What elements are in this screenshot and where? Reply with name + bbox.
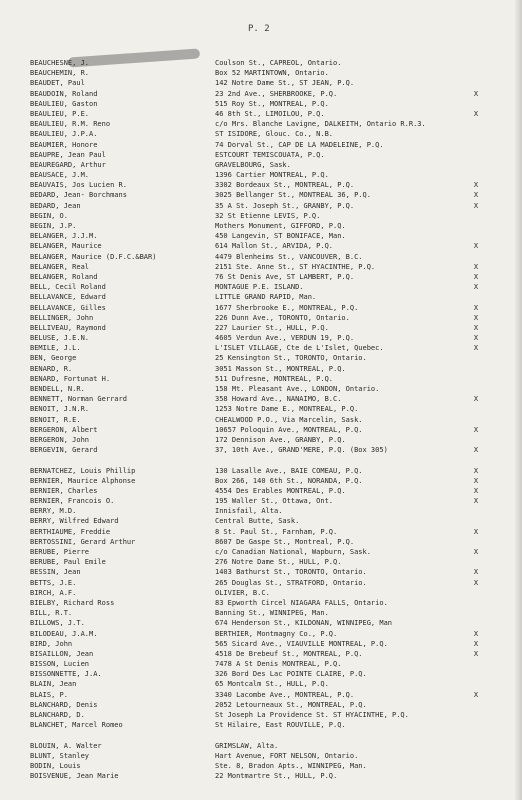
person-name: BODIN, Louis <box>30 761 81 770</box>
address: 3051 Masson St., MONTREAL, P.Q. <box>215 364 346 373</box>
list-row <box>0 476 522 486</box>
list-row <box>0 455 522 465</box>
person-name: BEAULIEU, J.P.A. <box>30 130 98 139</box>
address: Central Butte, Sask. <box>215 517 300 526</box>
person-name: BISSONNETTE, J.A. <box>30 670 102 679</box>
person-name: BLANCHET, Marcel Romeo <box>30 721 123 730</box>
list-row <box>0 364 522 374</box>
person-name: BELLAVANCE, Edward <box>30 293 106 302</box>
page-number: P. 2 <box>248 24 270 34</box>
check-mark: X <box>473 497 479 506</box>
person-name: BENNETT, Norman Gerrard <box>30 395 127 404</box>
person-name: BELANGER, J.J.M. <box>30 232 98 241</box>
person-name: BLANCHARD, D. <box>30 711 85 719</box>
address: 8607 De Gaspe St., Montreal, P.Q. <box>215 537 355 546</box>
person-name: BEAULIEU, P.E. <box>30 109 90 118</box>
address: 8 St. Paul St., Farnham, P.Q. <box>215 527 338 536</box>
list-row <box>0 710 522 720</box>
check-mark: X <box>473 649 479 658</box>
person-name: BEDARD, Jean- Borchmans <box>30 191 127 200</box>
address: LITTLE GRAND RAPID, Man. <box>215 293 317 302</box>
name-list <box>0 58 522 781</box>
list-row <box>0 190 522 200</box>
list-row <box>0 404 522 414</box>
address: 3340 Lacombe Ave., MONTREAL, P.Q. <box>215 690 355 699</box>
person-name: BENARD, R. <box>30 364 73 373</box>
address: 1677 Sherbrooke E., MONTREAL, P.Q. <box>215 303 359 312</box>
address: 227 Laurier St., HULL, P.Q. <box>215 323 329 332</box>
person-name: BERTOSSINI, Gerard Arthur <box>30 537 136 546</box>
address: St Joseph La Providence St. ST HYACINTHE, P.Q. <box>215 711 409 719</box>
list-row <box>0 353 522 363</box>
list-row <box>0 221 522 231</box>
address: 35 A St. Joseph St., GRANBY, P.Q. <box>215 201 355 210</box>
person-name: BENDELL, N.R. <box>30 385 85 393</box>
page-edge-shadow <box>514 0 522 800</box>
person-name: BLUNT, Stanley <box>30 751 90 760</box>
address: Mothers Monument, GIFFORD, P.Q. <box>215 222 346 230</box>
person-name: BERGERON, John <box>30 435 90 444</box>
list-row <box>0 333 522 343</box>
list-row <box>0 730 522 740</box>
address: Coulson St., CAPREOL, Ontario. <box>215 59 342 67</box>
list-row <box>0 394 522 404</box>
list-row <box>0 374 522 384</box>
check-mark: X <box>473 425 479 434</box>
address: 130 Lasalle Ave., BAIE COMEAU, P.Q. <box>215 466 363 475</box>
address: 10657 Poloquin Ave., MONTREAL, P.Q. <box>215 425 363 434</box>
person-name: BERTHIAUME, Freddie <box>30 527 111 536</box>
check-mark: X <box>473 629 479 638</box>
person-name: BENOIT, R.E. <box>30 415 81 424</box>
person-name: BEAULIEU, R.M. Reno <box>30 120 111 129</box>
list-row <box>0 180 522 190</box>
address: 25 Kensington St., TORONTO, Ontario. <box>215 354 367 363</box>
person-name: BIRD, John <box>30 639 73 648</box>
person-name: BEDARD, Jean <box>30 201 81 210</box>
person-name: BELLINGER, John <box>30 313 94 322</box>
list-row <box>0 68 522 78</box>
person-name: BLOUIN, A. Walter <box>30 741 102 750</box>
list-row <box>0 303 522 313</box>
list-row <box>0 659 522 669</box>
list-row <box>0 78 522 88</box>
check-mark: X <box>473 283 479 292</box>
person-name: BIELBY, Richard Ross <box>30 598 115 607</box>
person-name: BLAIN, Jean <box>30 680 77 689</box>
person-name: BILL, R.T. <box>30 609 73 618</box>
address: 22 Montmartre St., HULL, P.Q. <box>215 772 338 781</box>
address: BERTHIER, Montmagny Co., P.Q. <box>215 629 338 638</box>
person-name: BISAILLON, Jean <box>30 649 94 658</box>
list-row <box>0 679 522 689</box>
list-row <box>0 466 522 476</box>
check-mark: X <box>473 690 479 699</box>
list-row <box>0 109 522 119</box>
list-row <box>0 496 522 506</box>
check-mark: X <box>473 323 479 332</box>
person-name: BELLAVANCE, Gilles <box>30 303 106 312</box>
person-name: BEAUDOIN, Roland <box>30 89 98 98</box>
address: 1403 Bathurst St., TORONTO, Ontario. <box>215 568 367 577</box>
list-row <box>0 537 522 547</box>
person-name: BEGIN, J.P. <box>30 222 77 230</box>
list-row <box>0 761 522 771</box>
address: L'ISLET VILLAGE, Cte de L'Islet, Quebec. <box>215 344 384 353</box>
address: 4605 Verdun Ave., VERDUN 19, P.Q. <box>215 334 355 343</box>
check-mark: X <box>473 272 479 281</box>
check-mark: X <box>473 344 479 353</box>
person-name: BERNIER, Charles <box>30 486 98 495</box>
list-row <box>0 751 522 761</box>
address: 195 Waller St., Ottawa, Ont. <box>215 497 334 506</box>
list-row <box>0 262 522 272</box>
person-name: BIRCH, A.F. <box>30 588 77 597</box>
address: 2151 Ste. Anne St., ST HYACINTHE, P.Q. <box>215 262 376 271</box>
address: 37, 10th Ave., GRAND'MERE, P.Q. (Box 305) <box>215 446 388 455</box>
person-name: BEAUDET, Paul <box>30 79 85 88</box>
person-name: BERUBE, Pierre <box>30 548 90 556</box>
address: GRAVELBOURG, Sask. <box>215 160 291 169</box>
check-mark: X <box>473 89 479 98</box>
list-row <box>0 231 522 241</box>
address: 3302 Bordeaux St., MONTREAL, P.Q. <box>215 181 355 190</box>
check-mark: X <box>473 201 479 210</box>
address: 172 Dennison Ave., GRANBY, P.Q. <box>215 435 346 444</box>
person-name: BEAUCHESNE, J. <box>30 59 90 67</box>
list-row <box>0 211 522 221</box>
address: 515 Roy St., MONTREAL, P.Q. <box>215 99 329 108</box>
address: 46 8th St., LIMOILOU, P.Q. <box>215 109 325 118</box>
person-name: BEAUREGARD, Arthur <box>30 160 106 169</box>
check-mark: X <box>473 639 479 648</box>
list-row <box>0 629 522 639</box>
address: 674 Henderson St., KILDONAN, WINNIPEG, Man <box>215 619 393 628</box>
address: Box 52 MARTINTOWN, Ontario. <box>215 69 329 78</box>
person-name: BERNIER, Francois O. <box>30 497 115 506</box>
person-name: BELANGER, Maurice <box>30 242 102 251</box>
address: 511 Dufresne, MONTREAL, P.Q. <box>215 374 334 383</box>
list-row <box>0 252 522 262</box>
list-row <box>0 425 522 435</box>
list-row <box>0 282 522 292</box>
check-mark: X <box>473 395 479 404</box>
address: Hart Avenue, FORT NELSON, Ontario. <box>215 751 359 760</box>
list-row <box>0 170 522 180</box>
person-name: BELUSE, J.E.N. <box>30 334 90 343</box>
person-name: BLAIS, P. <box>30 690 68 699</box>
address: St Hilaire, East ROUVILLE, P.Q. <box>215 721 346 730</box>
list-row <box>0 741 522 751</box>
person-name: BEAUMIER, Honore <box>30 140 98 149</box>
person-name: BETTS, J.E. <box>30 578 77 587</box>
address: 450 Langevin, ST BONIFACE, Man. <box>215 232 346 241</box>
person-name: BELANGER, Real <box>30 262 90 271</box>
list-row <box>0 516 522 526</box>
list-row <box>0 567 522 577</box>
person-name: BEAUPRE, Jean Paul <box>30 150 106 159</box>
person-name: BERRY, Wilfred Edward <box>30 517 119 526</box>
person-name: BERGEVIN, Gerard <box>30 446 98 455</box>
person-name: BEGIN, O. <box>30 211 68 220</box>
list-row <box>0 313 522 323</box>
person-name: BILODEAU, J.A.M. <box>30 629 98 638</box>
list-row <box>0 99 522 109</box>
address: Ste. 8, Bradon Apts., WINNIPEG, Man. <box>215 761 367 770</box>
person-name: BOISVENUE, Jean Marie <box>30 772 119 781</box>
check-mark: X <box>473 466 479 475</box>
address: 65 Montcalm St., HULL, P.Q. <box>215 680 329 689</box>
address: 4554 Des Erables MONTREAL, P.Q. <box>215 486 346 495</box>
person-name: BEAUCHEMIN, R. <box>30 69 90 78</box>
address: 614 Mallon St., ARVIDA, P.Q. <box>215 242 334 251</box>
address: CHEALWOOD P.O., Via Marcelin, Sask. <box>215 415 363 424</box>
person-name: BENARD, Fortunat H. <box>30 374 111 383</box>
list-row <box>0 618 522 628</box>
address: MONTAGUE P.E. ISLAND. <box>215 283 304 292</box>
list-row <box>0 649 522 659</box>
address: 7478 A St Denis MONTREAL, P.Q. <box>215 660 342 669</box>
list-row <box>0 527 522 537</box>
address: 74 Dorval St., CAP DE LA MADELEINE, P.Q. <box>215 140 384 149</box>
list-row <box>0 557 522 567</box>
list-row <box>0 129 522 139</box>
list-row <box>0 241 522 251</box>
list-row <box>0 119 522 129</box>
person-name: BERUBE, Paul Emile <box>30 558 106 567</box>
list-row <box>0 323 522 333</box>
person-name: BLANCHARD, Denis <box>30 700 98 709</box>
address: 142 Notre Dame St., ST JEAN, P.Q. <box>215 79 355 88</box>
list-row <box>0 415 522 425</box>
person-name: BELLIVEAU, Raymond <box>30 323 106 332</box>
person-name: BEAULIEU, Gaston <box>30 99 98 108</box>
list-row <box>0 272 522 282</box>
person-name: BENOIT, J.N.R. <box>30 405 90 414</box>
address: OLIVIER, B.C. <box>215 588 270 597</box>
person-name: BEN, George <box>30 354 77 363</box>
address: 158 Mt. Pleasant Ave., LONDON, Ontario. <box>215 385 380 393</box>
address: 276 Notre Dame St., HULL, P.Q. <box>215 558 342 567</box>
person-name: BILLOWS, J.T. <box>30 619 85 628</box>
check-mark: X <box>473 109 479 118</box>
list-row <box>0 588 522 598</box>
check-mark: X <box>473 568 479 577</box>
list-row <box>0 384 522 394</box>
address: 1253 Notre Dame E., MONTREAL, P.Q. <box>215 405 359 414</box>
address: 76 St Denis Ave, ST LAMBERT, P.Q. <box>215 272 355 281</box>
list-row <box>0 58 522 68</box>
person-name: BERRY, M.D. <box>30 507 77 516</box>
person-name: BERGERON, Albert <box>30 425 98 434</box>
person-name: BEAUSACE, J.M. <box>30 171 90 180</box>
check-mark: X <box>473 181 479 190</box>
person-name: BESSIN, Jean <box>30 568 81 577</box>
address: 1396 Cartier MONTREAL, P.Q. <box>215 171 329 180</box>
check-mark: X <box>473 548 479 556</box>
list-row <box>0 201 522 211</box>
list-row <box>0 608 522 618</box>
list-row <box>0 720 522 730</box>
address: Innisfail, Alta. <box>215 507 283 516</box>
list-row <box>0 771 522 781</box>
address: ESTCOURT TEMISCOUATA, P.Q. <box>215 150 325 159</box>
list-row <box>0 506 522 516</box>
check-mark: X <box>473 476 479 485</box>
address: 326 Bord Des Lac POINTE CLAIRE, P.Q. <box>215 670 367 679</box>
address: 83 Epworth Circel NIAGARA FALLS, Ontario. <box>215 598 388 607</box>
list-row <box>0 435 522 445</box>
check-mark: X <box>473 303 479 312</box>
address: c/o Mrs. Blanche Lavigne, DALKEITH, Ontario R.R.3. <box>215 120 426 129</box>
address: 226 Dunn Ave., TORONTO, Ontario. <box>215 313 350 322</box>
address: 358 Howard Ave., NANAIMO, B.C. <box>215 395 342 404</box>
list-row <box>0 160 522 170</box>
person-name: BEAUVAIS, Jos Lucien R. <box>30 181 127 190</box>
address: 4479 Blenheims St., VANCOUVER, B.C. <box>215 252 363 261</box>
address: c/o Canadian National, Wapburn, Sask. <box>215 548 371 556</box>
address: Banning St., WINNIPEG, Man. <box>215 609 329 618</box>
person-name: BELANGER, Roland <box>30 272 98 281</box>
list-row <box>0 669 522 679</box>
check-mark: X <box>473 262 479 271</box>
person-name: BISSON, Lucien <box>30 660 90 669</box>
address: 565 Sicard Ave., VIAUVILLE MONTREAL, P.Q. <box>215 639 388 648</box>
check-mark: X <box>473 486 479 495</box>
list-row <box>0 486 522 496</box>
address: Box 266, 140 6th St., NORANDA, P.Q. <box>215 476 363 485</box>
address: 2052 Letourneaux St., MONTREAL, P.Q. <box>215 700 367 709</box>
list-row <box>0 639 522 649</box>
list-row <box>0 292 522 302</box>
list-row <box>0 445 522 455</box>
list-row <box>0 547 522 557</box>
person-name: BELL, Cecil Roland <box>30 283 106 292</box>
list-row <box>0 140 522 150</box>
check-mark: X <box>473 242 479 251</box>
address: 3025 Bellanger St., MONTREAL 36, P.Q. <box>215 191 371 200</box>
address: 32 St Etienne LEVIS, P.Q. <box>215 211 321 220</box>
check-mark: X <box>473 527 479 536</box>
person-name: BERNATCHEZ, Louis Phillip <box>30 466 136 475</box>
list-row <box>0 89 522 99</box>
person-name: BEMILE, J.L. <box>30 344 81 353</box>
check-mark: X <box>473 578 479 587</box>
list-row <box>0 343 522 353</box>
list-row <box>0 578 522 588</box>
address: 23 2nd Ave., SHERBROOKE, P.Q. <box>215 89 338 98</box>
list-row <box>0 598 522 608</box>
list-row <box>0 150 522 160</box>
check-mark: X <box>473 334 479 343</box>
person-name: BELANGER, Maurice (D.F.C.&BAR) <box>30 252 157 261</box>
address: 265 Douglas St., STRATFORD, Ontario. <box>215 578 367 587</box>
check-mark: X <box>473 191 479 200</box>
list-row <box>0 700 522 710</box>
list-row <box>0 690 522 700</box>
check-mark: X <box>473 446 479 455</box>
address: 4518 De Brebeuf St., MONTREAL, P.Q. <box>215 649 363 658</box>
address: GRIMSLAW, Alta. <box>215 741 279 750</box>
person-name: BERNIER, Maurice Alphonse <box>30 476 136 485</box>
check-mark: X <box>473 313 479 322</box>
address: ST ISIDORE, Glouc. Co., N.B. <box>215 130 334 139</box>
